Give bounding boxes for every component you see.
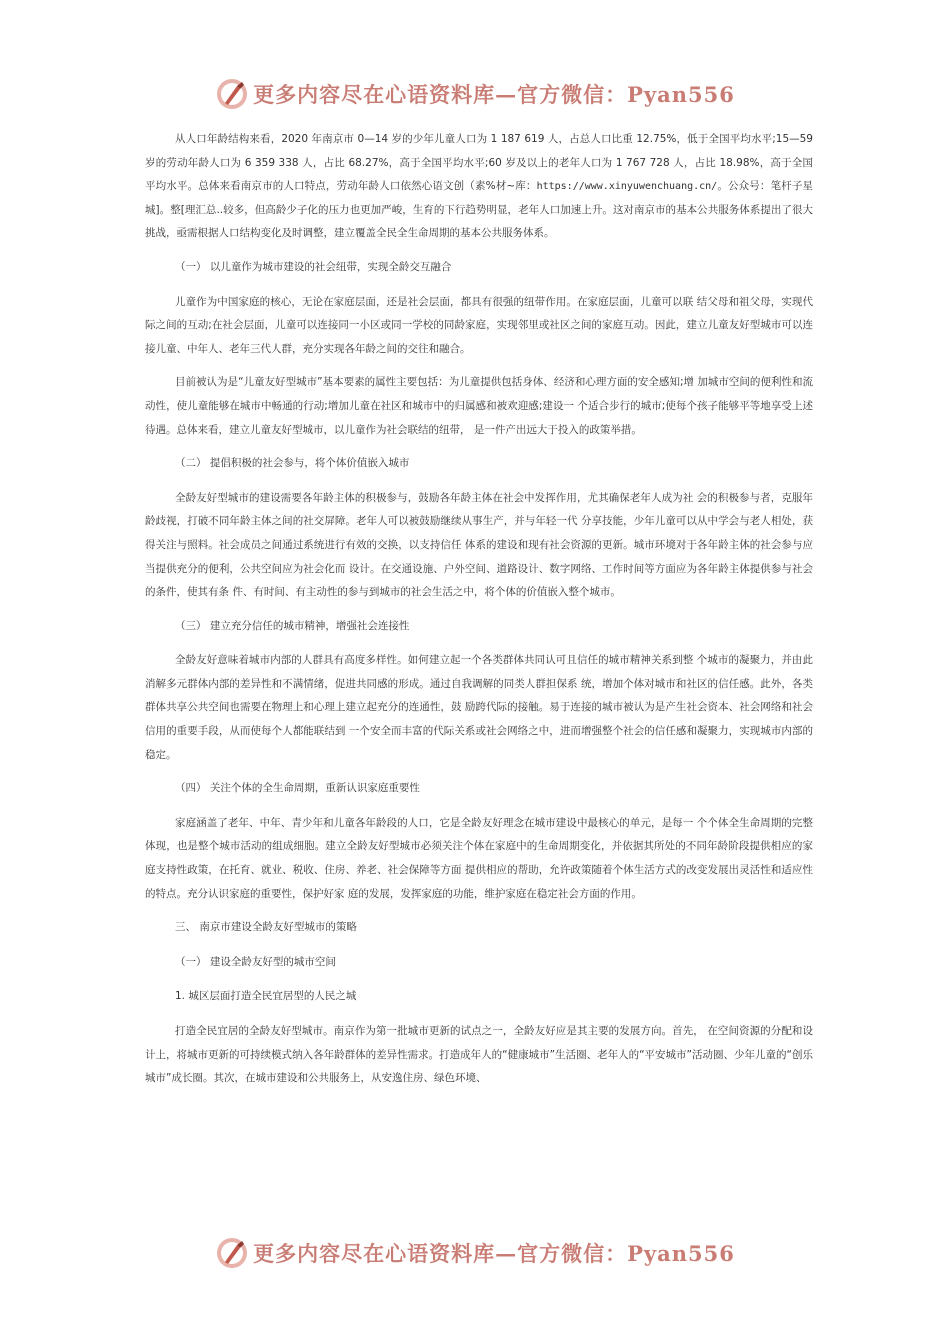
section-heading-3: （三） 建立充分信任的城市精神，增强社会连接性 xyxy=(175,619,410,632)
footer-watermark-banner xyxy=(0,1233,950,1273)
paragraph-family-lifecycle: 家庭涵盖了老年、中年、青少年和儿童各年龄段的人口，它是全龄友好理念在城市建设中最核心的单元，是每一 个个体全生命周期的完整体现，也是整个城市活动的组成细胞。建立全龄友好型城市必须关注个体在家庭中的生命周期变化，并依据其所处的不同年龄阶段提供相应的家庭支持性政策，在托育、就业、税收、住房、养老、社会保障等方面 提供相应的帮助，允许政策随着个体生活方式的改变发展出灵活性和适应性的特点。充分认识家庭的重要性，保护好家 庭的发展，发挥家庭的功能，维护家庭在稳定社会方面的作用。 xyxy=(145,816,813,900)
paragraph-text: 。公众号：笔杆子星城]。整[理汇总..较多，但高龄少子化的压力也更加严峻，生育的下行趋势明显，老年人口加速上升。这对南京市的基本公共服务体系提出了很大挑战，亟需根据人口结构变化及时调整，建立覆盖全民全生命周期的基本公共服务体系。 xyxy=(145,180,813,240)
header-watermark-banner xyxy=(0,74,950,114)
banner-text: 更多内容尽在心语资料库—官方微信：Pyan556 xyxy=(253,82,735,107)
paragraph-livable-city: 打造全民宜居的全龄友好型城市。南京作为第一批城市更新的试点之一，全龄友好应是其主要的发展方向。首先， 在空间资源的分配和设计上，将城市更新的可持续模式纳入各年龄群体的差异性需求。打造成年人的“健康城市”生活圈、老年人的“平安城市”活动圈、少年儿童的“创乐城市”成长圈。其次，在城市建设和公共服务上，从安逸住房、绿色环境、 xyxy=(145,1025,813,1085)
section-heading-4: （四） 关注个体的全生命周期，重新认识家庭重要性 xyxy=(175,782,420,795)
banner-text: 更多内容尽在心语资料库—官方微信：Pyan556 xyxy=(253,1241,735,1266)
paragraph-text: 从人口年龄结构来看，2020 年南京市 0—14 岁的少年儿童人口为 1 187 619 人，占总人口比重 12.75%，低于全国平均水平;15—59 岁的劳动年龄人口为 6 359 338 人，占比 68.27%，高于全国平均水平;60 岁及以上的老年人口为 1 767 728 人，占比 18.98%，高于全国平均水平。总体来看南京市的人口特点，劳动年龄人口依然心语文创（素%材~库： xyxy=(145,133,813,193)
pen-nib-logo-icon xyxy=(215,1236,249,1270)
paragraph-child-friendly-city: 目前被认为是“儿童友好型城市”基本要素的属性主要包括：为儿童提供包括身体、经济和心理方面的安全感知;增 加城市空间的便利性和流动性，使儿童能够在城市中畅通的行动;增加儿童在社区和城市中的归属感和被欢迎感;建设一 个适合步行的城市;使每个孩子能够平等地享受上述待遇。总体来看，建立儿童友好型城市，以儿童作为社会联结的纽带， 是一件产出远大于投入的政策举措。 xyxy=(145,376,813,436)
pen-nib-logo-icon xyxy=(215,77,249,111)
section-heading-1: （一） 以儿童作为城市建设的社会纽带，实现全龄交互融合 xyxy=(175,260,452,273)
document-body xyxy=(145,128,813,1101)
paragraph-city-trust: 全龄友好意味着城市内部的人群具有高度多样性。如何建立起一个各类群体共同认可且信任的城市精神关系到整 个城市的凝聚力，并由此消解多元群体内部的差异性和不满情绪，促进共同感的形成。通过自我调解的同类人群担保系 统，增加个体对城市和社区的信任感。此外，各类群体共享公共空间也需要在物理上和心理上建立起充分的连通性，鼓 励跨代际的接触。易于连接的城市被认为是产生社会资本、社会网络和社会信用的重要手段，从而使每个人都能联结到 一个安全而丰富的代际关系或社会网络之中，进而增强整个社会的信任感和凝聚力，实现城市内部的稳定。 xyxy=(145,654,813,761)
subsection-heading-1: 1. 城区层面打造全民宜居型的人民之城 xyxy=(175,990,357,1003)
paragraph-children-bond: 儿童作为中国家庭的核心，无论在家庭层面，还是社会层面，都具有很强的纽带作用。在家庭层面，儿童可以联 结父母和祖父母，实现代际之间的互动;在社会层面，儿童可以连接同一小区或同一学校的同龄家庭，实现邻里或社区之间的家庭互动。因此，建立儿童友好型城市可以连接儿童、中年人、老年三代人群，充分实现各年龄之间的交往和融合。 xyxy=(145,295,813,355)
paragraph-population-structure xyxy=(145,128,813,246)
section-heading-city-space: （一） 建设全龄友好型的城市空间 xyxy=(175,955,336,968)
paragraph-social-participation: 全龄友好型城市的建设需要各年龄主体的积极参与，鼓励各年龄主体在社会中发挥作用，尤其确保老年人成为社 会的积极参与者，克服年龄歧视，打破不同年龄主体之间的社交屏障。老年人可以被鼓励继续从事生产，并与年轻一代 分享技能，少年儿童可以从中学会与老人相处，获得关注与照料。社会成员之间通过系统进行有效的交换，以支持信任 体系的建设和现有社会资源的更新。城市环境对于各年龄主体的社会参与应当提供充分的便利，公共空间应为社会化而 设计。在交通设施、户外空间、道路设计、数字网络、工作时间等方面应为各年龄主体提供参与社会的条件，使其有条 件、有时间、有主动性的参与到城市的社会生活之中，将个体的价值嵌入整个城市。 xyxy=(145,491,813,599)
section-heading-2: （二） 提倡积极的社会参与，将个体价值嵌入城市 xyxy=(175,457,410,470)
watermark-url: https://www.xinyuwenchuang.cn/ xyxy=(536,181,718,193)
chapter-heading-3: 三、 南京市建设全龄友好型城市的策略 xyxy=(175,921,357,934)
